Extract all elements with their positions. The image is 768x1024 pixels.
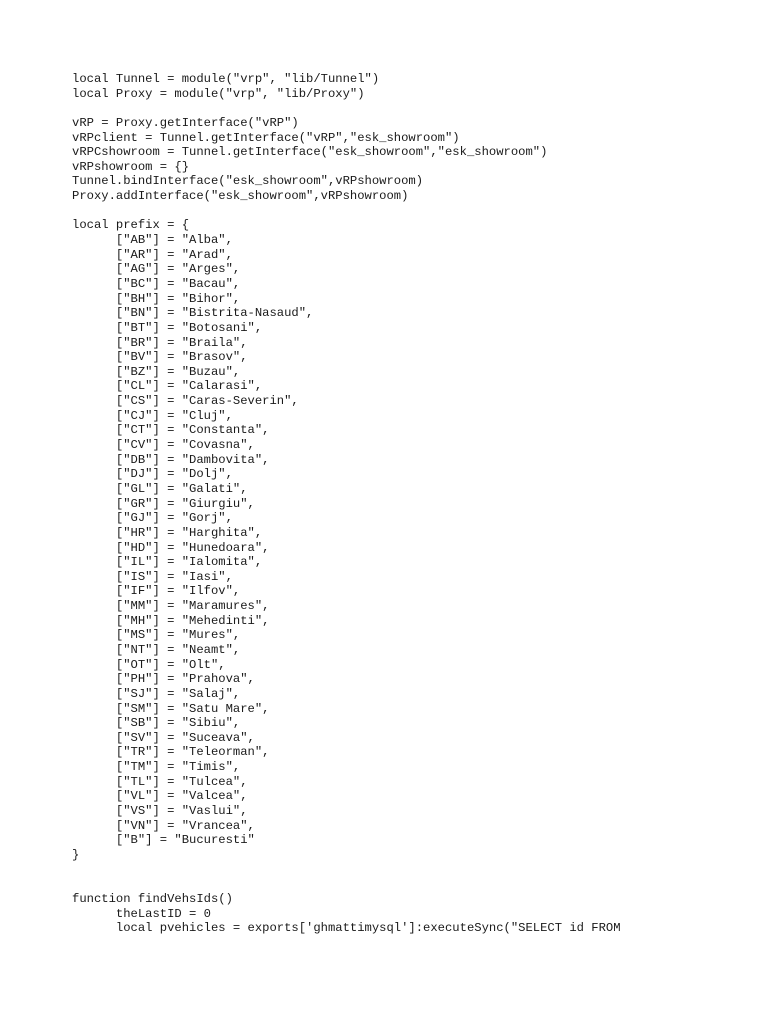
code-line: ["IL"] = "Ialomita", bbox=[72, 555, 263, 570]
code-line: local Proxy = module("vrp", "lib/Proxy") bbox=[72, 86, 365, 101]
code-line: ["GR"] = "Giurgiu", bbox=[72, 496, 255, 511]
code-line: ["AR"] = "Arad", bbox=[72, 247, 233, 262]
code-line: vRPclient = Tunnel.getInterface("vRP","esk_showroom") bbox=[72, 130, 460, 145]
code-line: ["MM"] = "Maramures", bbox=[72, 599, 270, 614]
code-line bbox=[72, 877, 621, 892]
code-line: ["PH"] = "Prahova", bbox=[72, 672, 255, 687]
code-line: theLastID = 0 bbox=[72, 906, 211, 921]
code-line: ["OT"] = "Olt", bbox=[72, 657, 226, 672]
code-line: ["DB"] = "Dambovita", bbox=[72, 452, 270, 467]
code-line: local prefix = { bbox=[72, 218, 190, 233]
code-block bbox=[72, 72, 621, 936]
code-line bbox=[72, 204, 621, 219]
code-line: ["VS"] = "Vaslui", bbox=[72, 804, 248, 819]
code-line: ["AB"] = "Alba", bbox=[72, 233, 233, 248]
code-line: ["MS"] = "Mures", bbox=[72, 628, 241, 643]
code-line: ["SV"] = "Suceava", bbox=[72, 730, 255, 745]
code-line: ["CJ"] = "Cluj", bbox=[72, 408, 233, 423]
code-line: ["BV"] = "Brasov", bbox=[72, 350, 248, 365]
code-line: ["BH"] = "Bihor", bbox=[72, 291, 241, 306]
code-line: ["BR"] = "Braila", bbox=[72, 335, 248, 350]
code-line: ["TR"] = "Teleorman", bbox=[72, 745, 270, 760]
code-line: ["HD"] = "Hunedoara", bbox=[72, 540, 270, 555]
code-line: ["BC"] = "Bacau", bbox=[72, 276, 241, 291]
code-line: ["CT"] = "Constanta", bbox=[72, 423, 270, 438]
code-line: ["SM"] = "Satu Mare", bbox=[72, 701, 270, 716]
code-line: ["HR"] = "Harghita", bbox=[72, 525, 263, 540]
code-line: local pvehicles = exports['ghmattimysql']:executeSync("SELECT id FROM bbox=[72, 921, 621, 936]
code-line: Proxy.addInterface("esk_showroom",vRPshowroom) bbox=[72, 189, 409, 204]
code-line: ["BZ"] = "Buzau", bbox=[72, 364, 241, 379]
code-line: ["SB"] = "Sibiu", bbox=[72, 716, 241, 731]
code-line: vRP = Proxy.getInterface("vRP") bbox=[72, 115, 299, 130]
code-line: } bbox=[72, 847, 80, 862]
code-line: ["MH"] = "Mehedinti", bbox=[72, 613, 270, 628]
code-line: ["B"] = "Bucuresti" bbox=[72, 833, 255, 848]
code-line: ["NT"] = "Neamt", bbox=[72, 642, 241, 657]
code-line: ["BT"] = "Botosani", bbox=[72, 320, 263, 335]
code-line: ["TL"] = "Tulcea", bbox=[72, 774, 248, 789]
code-line bbox=[72, 101, 621, 116]
code-line: local Tunnel = module("vrp", "lib/Tunnel") bbox=[72, 72, 380, 86]
code-line: ["DJ"] = "Dolj", bbox=[72, 467, 233, 482]
code-line: vRPCshowroom = Tunnel.getInterface("esk_showroom","esk_showroom") bbox=[72, 145, 548, 160]
code-line: ["TM"] = "Timis", bbox=[72, 760, 241, 775]
code-line: ["CV"] = "Covasna", bbox=[72, 438, 255, 453]
code-line: ["GL"] = "Galati", bbox=[72, 481, 248, 496]
code-line: function findVehsIds() bbox=[72, 891, 233, 906]
code-line: ["BN"] = "Bistrita-Nasaud", bbox=[72, 306, 314, 321]
code-line: ["IS"] = "Iasi", bbox=[72, 569, 233, 584]
code-line: ["IF"] = "Ilfov", bbox=[72, 584, 241, 599]
code-line: vRPshowroom = {} bbox=[72, 159, 190, 174]
code-line: ["GJ"] = "Gorj", bbox=[72, 511, 233, 526]
code-line: ["CS"] = "Caras-Severin", bbox=[72, 394, 299, 409]
code-line: ["CL"] = "Calarasi", bbox=[72, 379, 263, 394]
code-line bbox=[72, 863, 621, 878]
code-line: ["VL"] = "Valcea", bbox=[72, 789, 248, 804]
code-line: ["AG"] = "Arges", bbox=[72, 262, 241, 277]
code-line: ["SJ"] = "Salaj", bbox=[72, 686, 241, 701]
code-line: Tunnel.bindInterface("esk_showroom",vRPshowroom) bbox=[72, 174, 424, 189]
code-line: ["VN"] = "Vrancea", bbox=[72, 818, 255, 833]
